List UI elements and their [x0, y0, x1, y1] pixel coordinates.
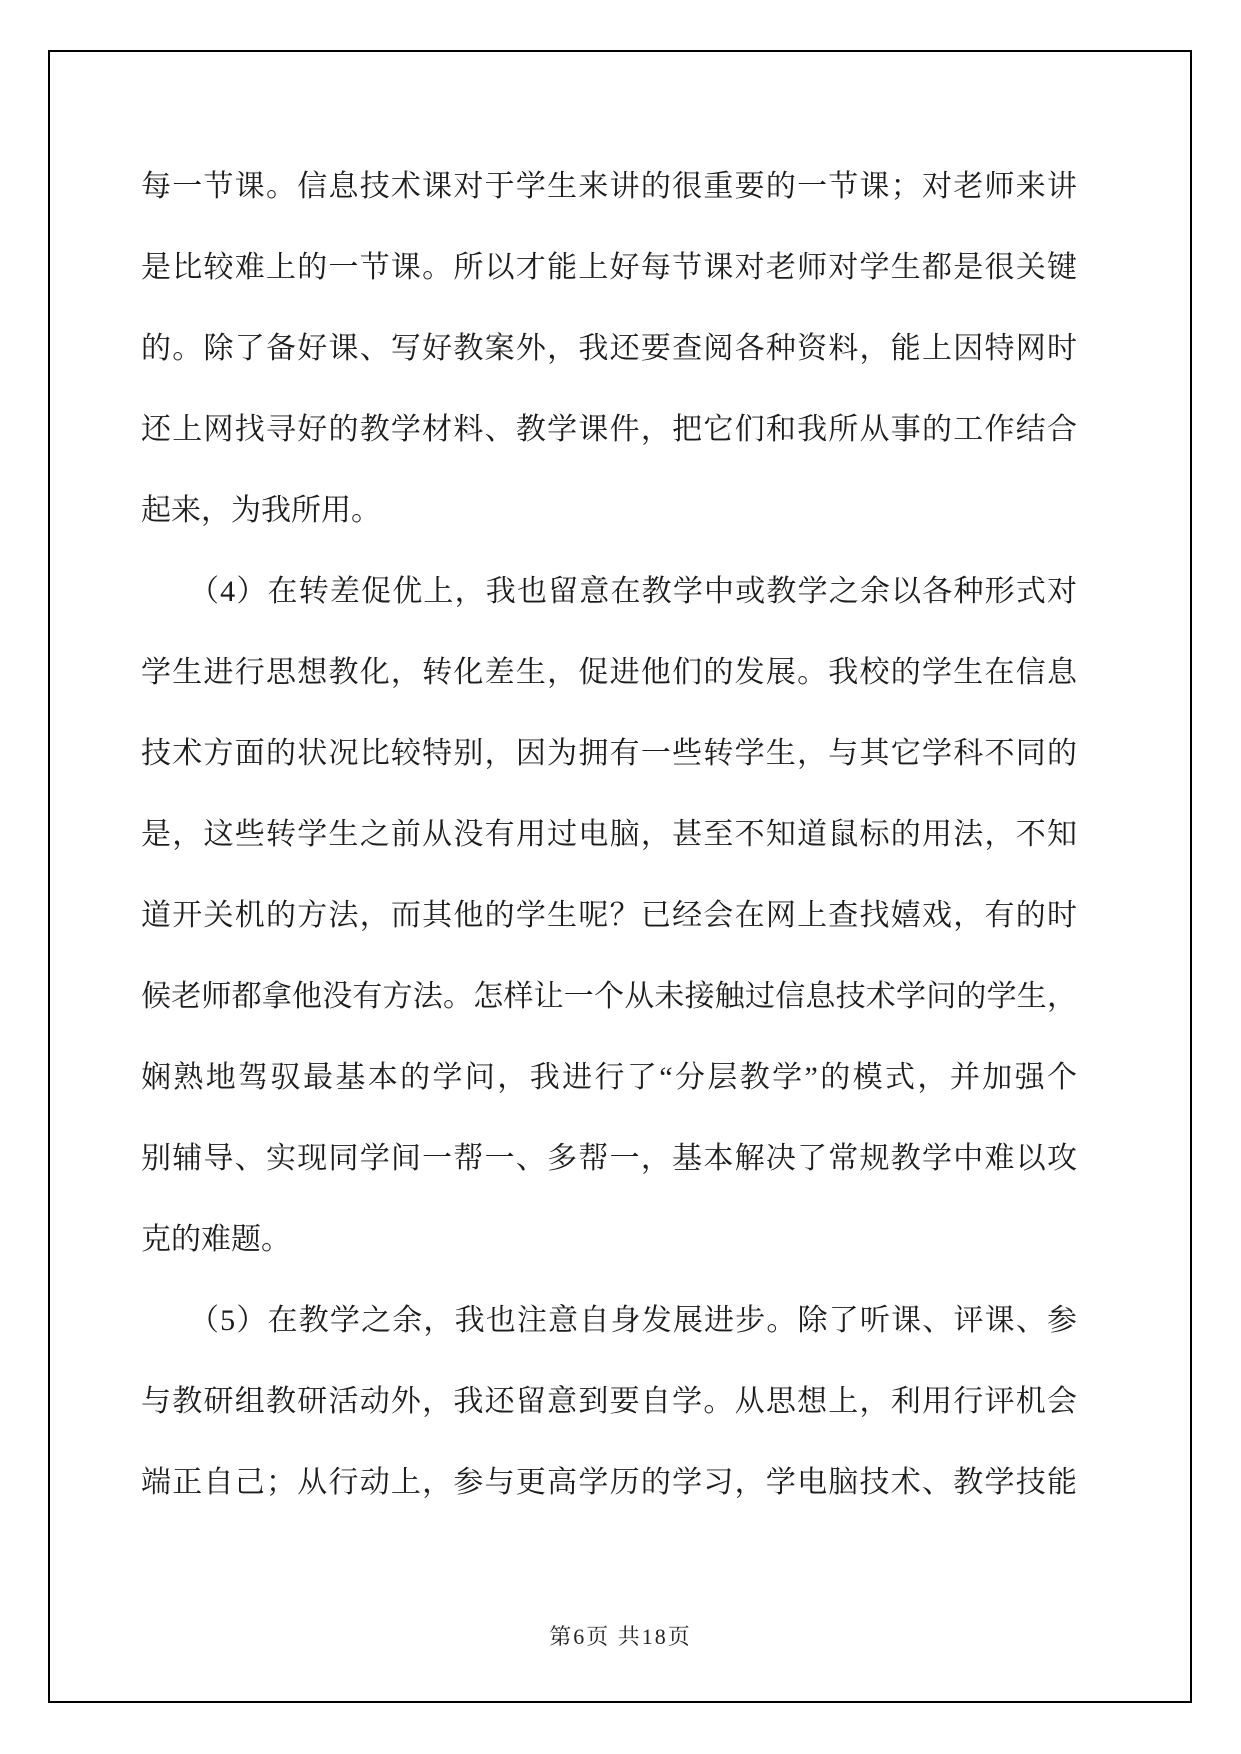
text-line: 端正自己；从行动上，参与更高学历的学习，学电脑技术、教学技能 — [141, 1466, 1077, 1499]
text-body — [141, 146, 1077, 1523]
text-line: 的。除了备好课、写好教案外，我还要查阅各种资料，能上因特网时 — [141, 332, 1077, 365]
page-footer: 第6页 共18页 — [549, 1624, 692, 1649]
text-line: 克的难题。 — [141, 1223, 291, 1256]
text-line: 别辅导、实现同学间一帮一、多帮一，基本解决了常规教学中难以攻 — [141, 1142, 1077, 1175]
text-line: 与教研组教研活动外，我还留意到要自学。从思想上，利用行评机会 — [141, 1385, 1077, 1418]
text-line: 候老师都拿他没有方法。怎样让一个从未接触过信息技术学问的学生， — [141, 980, 1077, 1013]
text-line: 学生进行思想教化，转化差生，促进他们的发展。我校的学生在信息 — [141, 656, 1077, 689]
text-line: 是比较难上的一节课。所以才能上好每节课对老师对学生都是很关键 — [141, 251, 1077, 284]
text-line: 道开关机的方法，而其他的学生呢？已经会在网上查找嬉戏，有的时 — [141, 899, 1077, 932]
text-line-paragraph-start: （4）在转差促优上，我也留意在教学中或教学之余以各种形式对 — [189, 575, 1077, 608]
text-line: 每一节课。信息技术课对于学生来讲的很重要的一节课；对老师来讲 — [141, 170, 1077, 203]
text-line: 还上网找寻好的教学材料、教学课件，把它们和我所从事的工作结合 — [141, 413, 1077, 446]
text-line-paragraph-start: （5）在教学之余，我也注意自身发展进步。除了听课、评课、参 — [189, 1304, 1077, 1337]
text-line: 技术方面的状况比较特别，因为拥有一些转学生，与其它学科不同的 — [141, 737, 1077, 770]
text-line: 起来，为我所用。 — [141, 494, 381, 527]
text-line: 娴熟地驾驭最基本的学问，我进行了“分层教学”的模式，并加强个 — [141, 1061, 1077, 1094]
text-line: 是，这些转学生之前从没有用过电脑，甚至不知道鼠标的用法，不知 — [141, 818, 1077, 851]
